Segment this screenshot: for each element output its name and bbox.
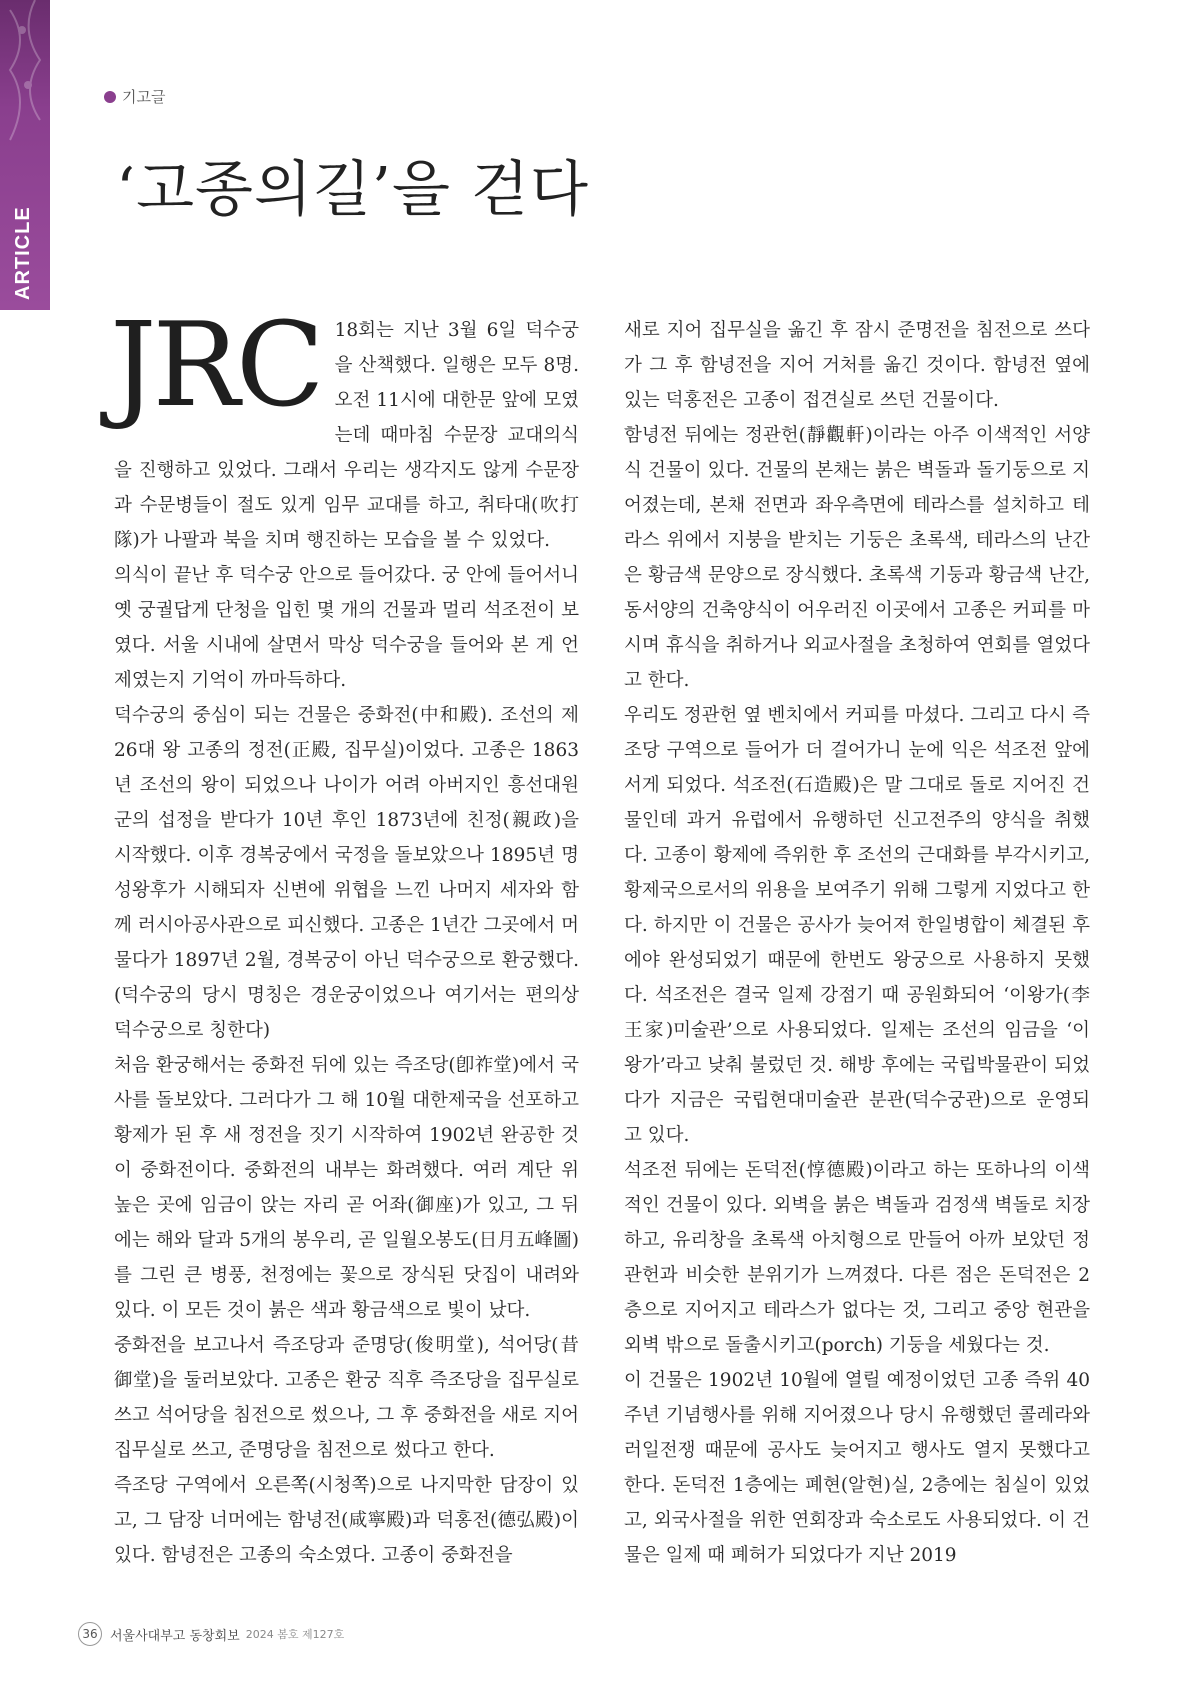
paragraph: 덕수궁의 중심이 되는 건물은 중화전(中和殿). 조선의 제26대 왕 고종의 정전(正殿, 집무실)이었다. 고종은 1863년 조선의 왕이 되었으나 나이가 어려 아버지인 흥선대원군의 섭정을 받다가 10년 후인 1873년에 친정(親政)을 시작했다. 이후 경복궁에서 국정을 돌보았으나 1895년 명성왕후가 시해되자 신변에 위협을 느낀 나머지 세자와 함께 러시아공사관으로 피신했다. 고종은 1년간 그곳에서 머물다가 1897년 2월, 경복궁이 아닌 덕수궁으로 환궁했다. (덕수궁의 당시 명칭은 경운궁이었으나 여기서는 편의상 덕수궁으로 칭한다) [114,705,579,1041]
paragraph: 의식이 끝난 후 덕수궁 안으로 들어갔다. 궁 안에 들어서니 옛 궁궐답게 단청을 입힌 몇 개의 건물과 멀리 석조전이 보였다. 서울 시내에 살면서 막상 덕수궁을 들어와 본 게 언제였는지 기억이 까마득하다. [114,565,579,691]
paragraph: 함녕전 뒤에는 정관헌(靜觀軒)이라는 아주 이색적인 서양식 건물이 있다. 건물의 본채는 붉은 벽돌과 돌기둥으로 지어졌는데, 본채 전면과 좌우측면에 테라스를 설치하고 테라스 위에서 지붕을 받치는 기둥은 초록색, 테라스의 난간은 황금색 문양으로 장식했다. 초록색 기둥과 황금색 난간, 동서양의 건축양식이 어우러진 이곳에서 고종은 커피를 마시며 휴식을 취하거나 외교사절을 초청하여 연회를 열었다고 한다. [624,425,1090,691]
dropcap: JRC [110,298,321,433]
right-column [624,313,1090,1573]
article-side-tab [0,0,50,310]
paragraph: 18회는 지난 3월 6일 덕수궁을 산책했다. 일행은 모두 8명. 오전 11시에 대한문 앞에 모였는데 때마침 수문장 교대의식을 진행하고 있었다. 그래서 우리는 생각지도 않게 수문장과 수문병들이 절도 있게 임무 교대를 하고, 취타대(吹打隊)가 나팔과 북을 치며 행진하는 모습을 볼 수 있었다. [114,320,579,551]
paragraph: 즉조당 구역에서 오른쪽(시청쪽)으로 나지막한 담장이 있고, 그 담장 너머에는 함녕전(咸寧殿)과 덕홍전(德弘殿)이 있다. 함녕전은 고종의 숙소였다. 고종이 중화전을 [114,1475,579,1566]
category-tag [104,86,165,107]
laurel-pattern-icon [0,0,50,150]
paragraph: 처음 환궁해서는 중화전 뒤에 있는 즉조당(卽祚堂)에서 국사를 돌보았다. 그러다가 그 해 10월 대한제국을 선포하고 황제가 된 후 새 정전을 짓기 시작하여 1902년 완공한 것이 중화전이다. 중화전의 내부는 화려했다. 여러 계단 위 높은 곳에 임금이 앉는 자리 곧 어좌(御座)가 있고, 그 뒤에는 해와 달과 5개의 봉우리, 곧 일월오봉도(日月五峰圖)를 그린 큰 병풍, 천정에는 꽃으로 장식된 닷집이 내려와 있다. 이 모든 것이 붉은 색과 황금색으로 빛이 났다. [114,1055,579,1321]
article-title: ‘고종의길’을 걷다 [116,155,589,225]
bullet-dot-icon [104,91,116,103]
issue-label: 2024 봄호 제127호 [245,1628,345,1641]
page-number: 36 [78,1622,102,1646]
publication-name: 서울사대부고 동창회보 [110,1628,240,1644]
left-column [110,298,579,1573]
paragraph: 우리도 정관헌 옆 벤치에서 커피를 마셨다. 그리고 다시 즉조당 구역으로 들어가 더 걸어가니 눈에 익은 석조전 앞에 서게 되었다. 석조전(石造殿)은 말 그대로 돌로 지어진 건물인데 과거 유럽에서 유행하던 신고전주의 양식을 취했다. 고종이 황제에 즉위한 후 조선의 근대화를 부각시키고, 황제국으로서의 위용을 보여주기 위해 그렇게 지었다고 한다. 하지만 이 건물은 공사가 늦어져 한일병합이 체결된 후에야 완성되었기 때문에 한번도 왕궁으로 사용하지 못했다. 석조전은 결국 일제 강점기 때 공원화되어 ‘이왕가(李王家)미술관’으로 사용되었다. 일제는 조선의 임금을 ‘이왕가’라고 낮춰 불렀던 것. 해방 후에는 국립박물관이 되었다가 지금은 국립현대미술관 분관(덕수궁관)으로 운영되고 있다. [624,705,1090,1146]
category-label: 기고글 [122,88,166,106]
paragraph: 새로 지어 집무실을 옮긴 후 잠시 준명전을 침전으로 쓰다가 그 후 함녕전을 지어 거처를 옮긴 것이다. 함녕전 옆에 있는 덕홍전은 고종이 접견실로 쓰던 건물이다. [624,320,1090,411]
page-footer [78,1622,344,1646]
paragraph: 중화전을 보고나서 즉조당과 준명당(俊明堂), 석어당(昔御堂)을 둘러보았다. 고종은 환궁 직후 즉조당을 집무실로 쓰고 석어당을 침전으로 썼으나, 그 후 중화전을 새로 지어 집무실로 쓰고, 준명당을 침전으로 썼다고 한다. [114,1335,579,1461]
paragraph: 석조전 뒤에는 돈덕전(惇德殿)이라고 하는 또하나의 이색적인 건물이 있다. 외벽을 붉은 벽돌과 검정색 벽돌로 치장하고, 유리창을 초록색 아치형으로 만들어 아까 보았던 정관헌과 비슷한 분위기가 느껴졌다. 다른 점은 돈덕전은 2층으로 지어지고 테라스가 없다는 것, 그리고 중앙 현관을 외벽 밖으로 돌출시키고(porch) 기둥을 세웠다는 것. [624,1160,1090,1356]
side-tab-label: ARTICLE [12,206,34,300]
paragraph: 이 건물은 1902년 10월에 열릴 예정이었던 고종 즉위 40주년 기념행사를 위해 지어졌으나 당시 유행했던 콜레라와 러일전쟁 때문에 공사도 늦어지고 행사도 열지 못했다고 한다. 돈덕전 1층에는 폐현(알현)실, 2층에는 침실이 있었고, 외국사절을 위한 연회장과 숙소로도 사용되었다. 이 건물은 일제 때 폐허가 되었다가 지난 2019 [624,1370,1090,1566]
